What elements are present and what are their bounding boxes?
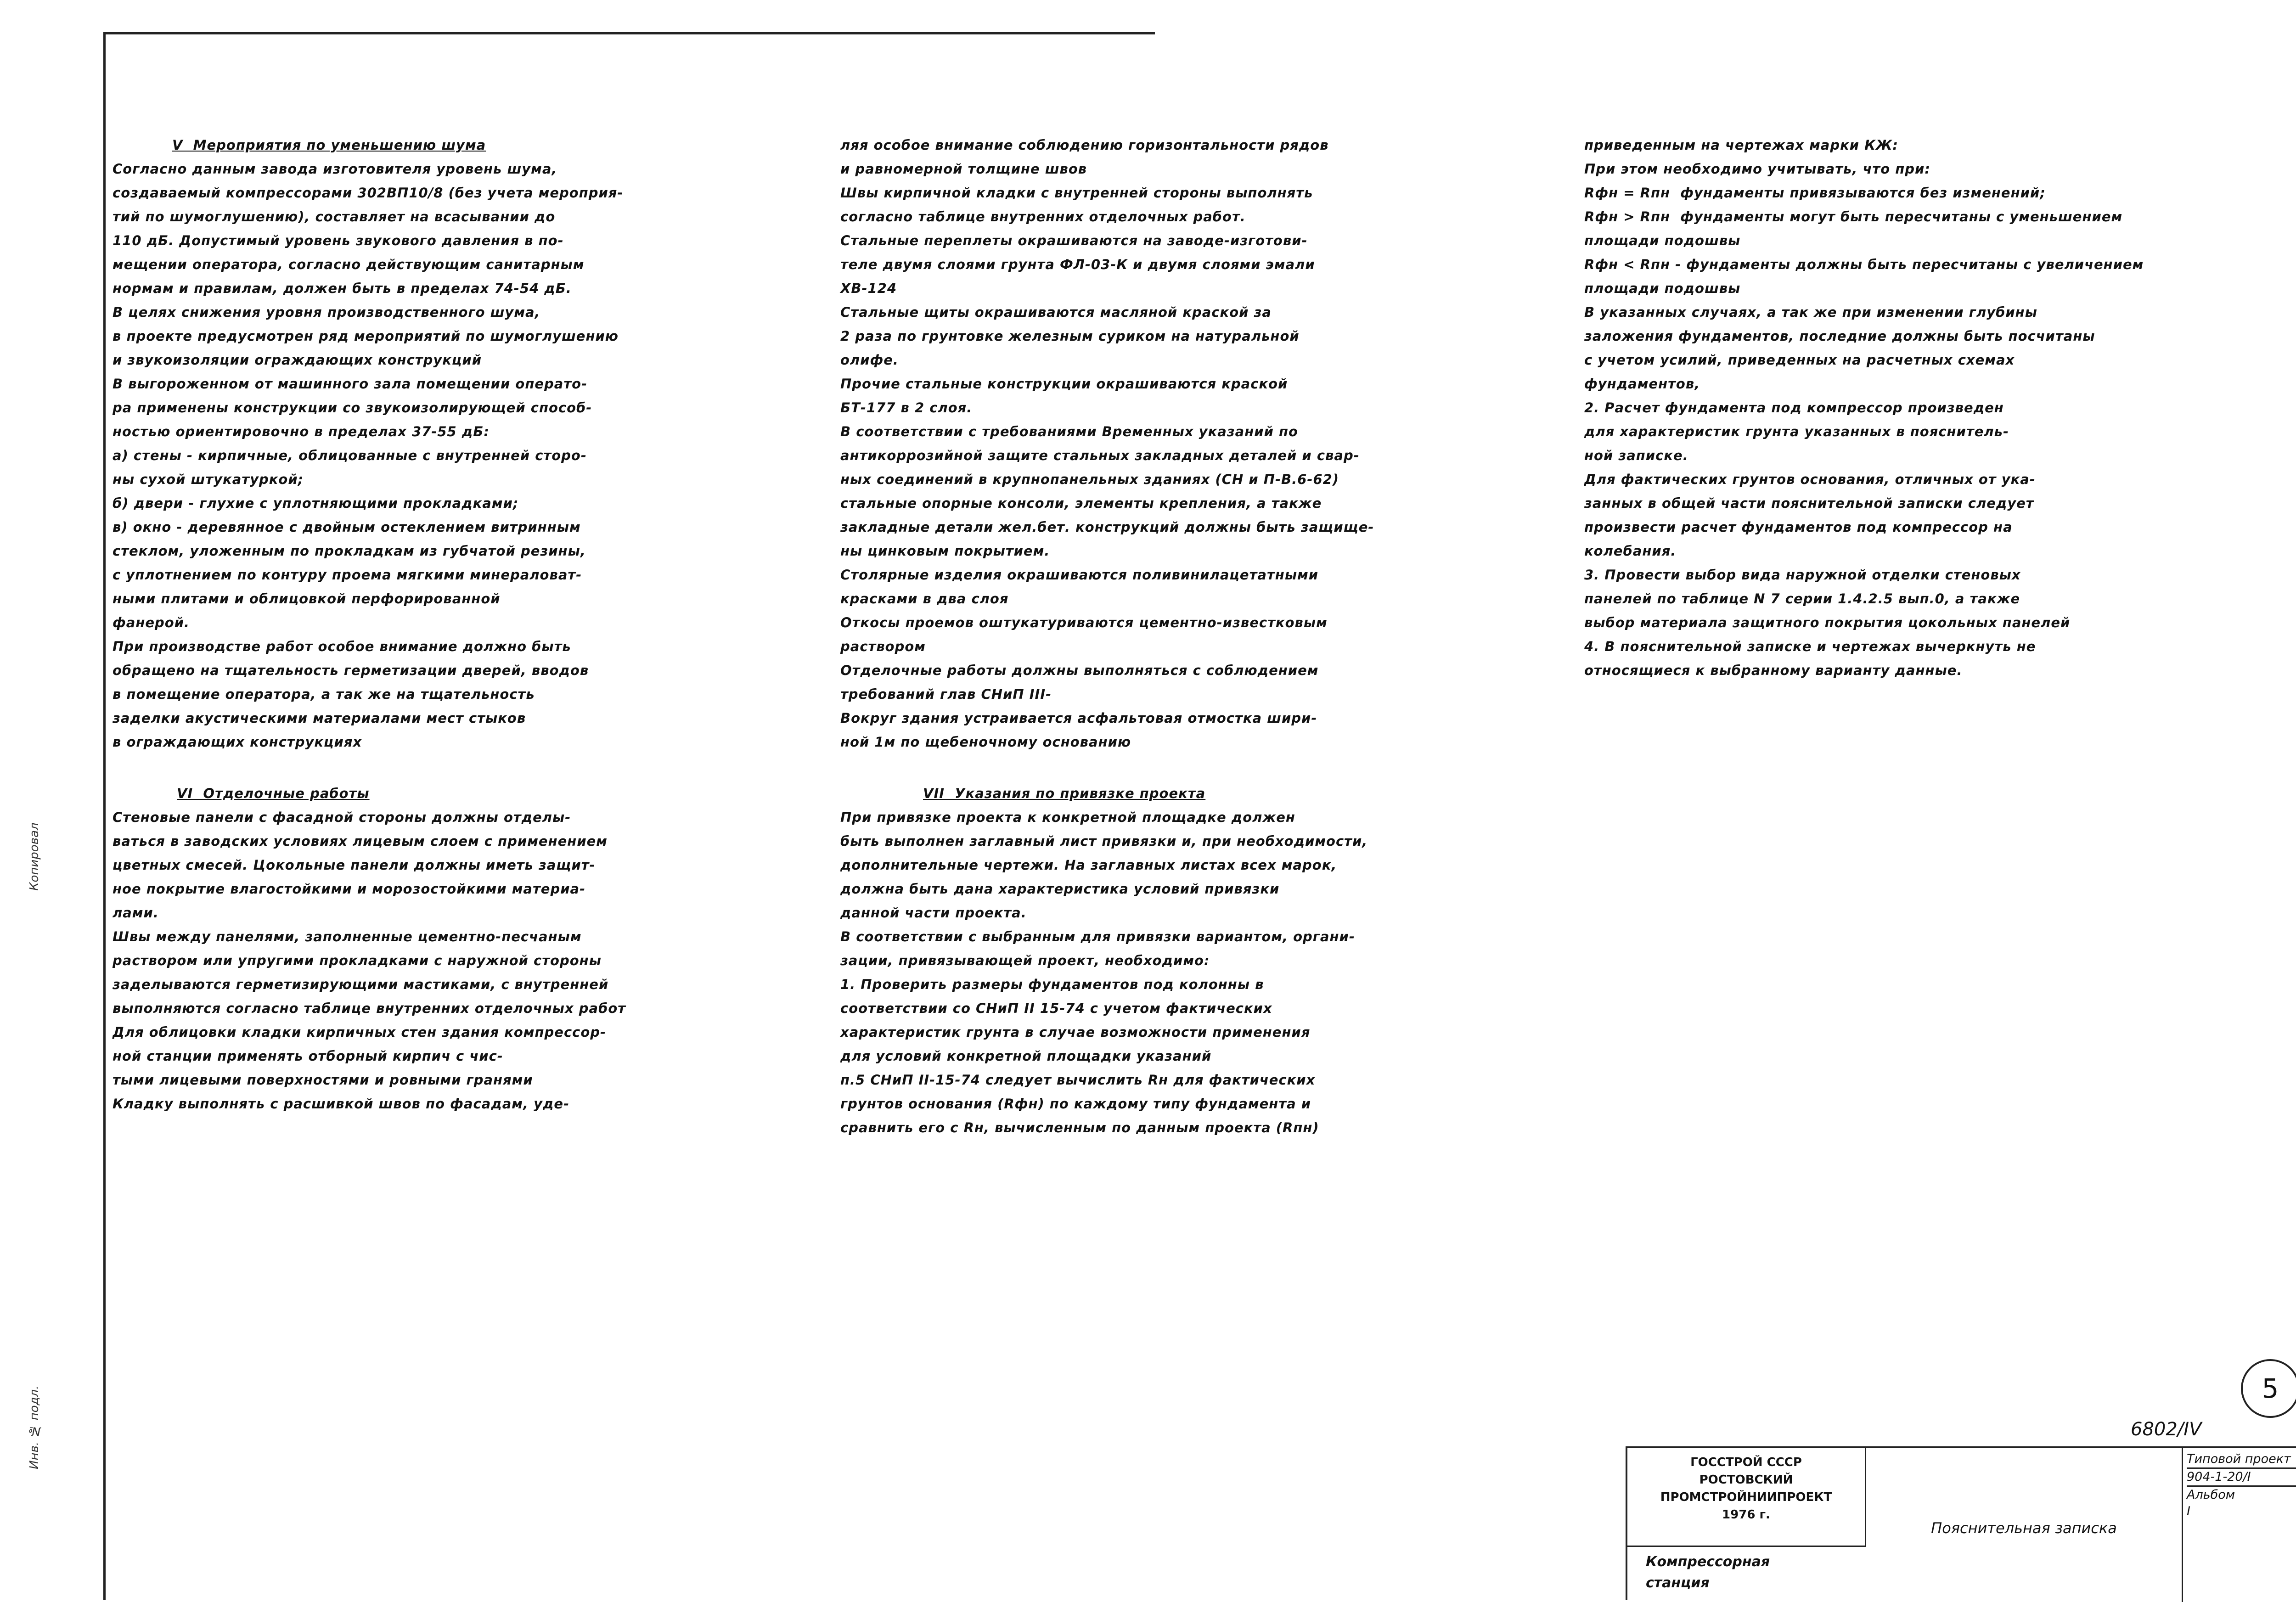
finishing-section-body xyxy=(113,805,838,1116)
binding-continued-body xyxy=(1584,133,2296,682)
text-line: сравнить его с Rн, вычисленным по данным проекта (Rпн) xyxy=(840,1120,1319,1135)
document-code: 6802/IV xyxy=(2131,1419,2202,1440)
text-line: п.5 СНиП II-15-74 следует вычислить Rн для фактических xyxy=(840,1072,1316,1088)
finishing-continued-body xyxy=(840,133,1566,754)
text-line: закладные детали жел.бет. конструкций должны быть защище- xyxy=(840,519,1374,535)
text-line: с уплотнением по контуру проема мягкими минераловат- xyxy=(113,567,582,583)
text-line: Швы кирпичной кладки с внутренней стороны выполнять xyxy=(840,185,1313,201)
stamp-series: 904-1-20/I xyxy=(2187,1469,2296,1487)
text-line: Rфн < Rпн - фундаменты должны быть пересчитаны с увеличением xyxy=(1584,257,2144,272)
text-line: При этом необходимо учитывать, что при: xyxy=(1584,161,1930,177)
text-line: Отделочные работы должны выполняться с соблюдением xyxy=(840,663,1319,678)
text-line: создаваемый компрессорами 302ВП10/8 (без учета мероприя- xyxy=(113,185,624,201)
text-line: ны цинковым покрытием. xyxy=(840,543,1050,559)
text-line: цветных смесей. Цокольные панели должны иметь защит- xyxy=(113,857,596,873)
text-line: ной станции применять отборный кирпич с чис- xyxy=(113,1048,503,1064)
text-line: теле двумя слоями грунта ФЛ-03-К и двумя слоями эмали xyxy=(840,257,1315,272)
text-line: стальные опорные консоли, элементы крепления, а также xyxy=(840,495,1322,511)
text-line: 4. В пояснительной записке и чертежах вычеркнуть не xyxy=(1584,639,2036,654)
text-line: Швы между панелями, заполненные цементно-песчаным xyxy=(113,929,582,944)
text-line: 110 дБ. Допустимый уровень звукового давления в по- xyxy=(113,233,564,248)
text-line: площади подошвы xyxy=(1584,281,1741,296)
text-line: мещении оператора, согласно действующим санитарным xyxy=(113,257,585,272)
text-line: олифе. xyxy=(840,352,899,368)
text-line: лами. xyxy=(113,905,159,921)
text-line: ны сухой штукатуркой; xyxy=(113,472,304,487)
text-column-2 xyxy=(840,133,1566,1140)
section-heading-finishing: VI Отделочные работы xyxy=(177,786,370,801)
text-line: колебания. xyxy=(1584,543,1677,559)
text-line: При производстве работ особое внимание должно быть xyxy=(113,639,571,654)
text-line: выполняются согласно таблице внутренних отделочных работ xyxy=(113,1001,626,1016)
stamp-series-block xyxy=(2183,1448,2296,1602)
text-line: ными плитами и облицовкой перфорированной xyxy=(113,591,501,607)
text-line: заложения фундаментов, последние должны быть посчитаны xyxy=(1584,328,2095,344)
text-line: раствором xyxy=(840,639,926,654)
text-line: должна быть дана характеристика условий привязки xyxy=(840,881,1280,897)
stamp-organization xyxy=(1627,1448,1866,1547)
text-line: антикоррозийной защите стальных закладных деталей и свар- xyxy=(840,448,1360,463)
text-line: заделки акустическими материалами мест стыков xyxy=(113,710,526,726)
text-line: фанерой. xyxy=(113,615,190,630)
text-line: красками в два слоя xyxy=(840,591,1009,607)
text-line: ХВ-124 xyxy=(840,281,897,296)
section-heading-binding: VII Указания по привязке проекта xyxy=(923,786,1206,801)
text-line: Согласно данным завода изготовителя уровень шума, xyxy=(113,161,557,177)
frame-left-line xyxy=(103,32,106,1600)
text-line: а) стены - кирпичные, облицованные с внутренней сторо- xyxy=(113,448,587,463)
text-line: ра применены конструкции со звукоизолирующей способ- xyxy=(113,400,592,416)
stamp-org-line: ГОССТРОЙ СССР xyxy=(1690,1456,1802,1469)
text-line: Для фактических грунтов основания, отличных от ука- xyxy=(1584,472,2036,487)
text-line: панелей по таблице N 7 серии 1.4.2.5 вып.0, а также xyxy=(1584,591,2020,607)
frame-top-line xyxy=(103,32,1155,34)
text-line: В соответствии с требованиями Временных указаний по xyxy=(840,424,1298,439)
text-line: Стальные переплеты окрашиваются на заводе-изготови- xyxy=(840,233,1308,248)
text-line: нормам и правилам, должен быть в пределах 74-54 дБ. xyxy=(113,281,572,296)
text-line: выбор материала защитного покрытия цокольных панелей xyxy=(1584,615,2071,630)
text-line: относящиеся к выбранному варианту данные. xyxy=(1584,663,1963,678)
binding-section-body xyxy=(840,805,1566,1140)
text-line: б) двери - глухие с уплотняющими прокладками; xyxy=(113,495,519,511)
text-line: Столярные изделия окрашиваются поливинилацетатными xyxy=(840,567,1319,583)
stamp-org-line: ПРОМСТРОЙНИИПРОЕКТ xyxy=(1660,1490,1832,1504)
text-line: в ограждающих конструкциях xyxy=(113,734,362,750)
text-line: 3. Провести выбор вида наружной отделки стеновых xyxy=(1584,567,2021,583)
text-line: 1. Проверить размеры фундаментов под колонны в xyxy=(840,977,1264,992)
text-line: требований глав СНиП III- xyxy=(840,686,1052,702)
text-line: приведенным на чертежах марки КЖ: xyxy=(1584,137,1898,153)
text-line: фундаментов, xyxy=(1584,376,1700,392)
stamp-org-line: РОСТОВСКИЙ xyxy=(1699,1473,1793,1487)
text-line: 2 раза по грунтовке железным суриком на натуральной xyxy=(840,328,1300,344)
section-heading-noise: V Мероприятия по уменьшению шума xyxy=(172,137,486,153)
text-line: в проекте предусмотрен ряд мероприятий по шумоглушению xyxy=(113,328,619,344)
text-line: В выгороженном от машинного зала помещении операто- xyxy=(113,376,588,392)
side-label-inventory: Инв. № подл. xyxy=(28,1385,41,1469)
text-line: БТ-177 в 2 слоя. xyxy=(840,400,973,416)
text-line: Прочие стальные конструкции окрашиваются краской xyxy=(840,376,1288,392)
text-line: в) окно - деревянное с двойным остеклением витринным xyxy=(113,519,581,535)
text-line: Откосы проемов оштукатуриваются цементно-известковым xyxy=(840,615,1328,630)
text-line: данной части проекта. xyxy=(840,905,1027,921)
text-line: В целях снижения уровня производственного шума, xyxy=(113,304,540,320)
text-column-3 xyxy=(1584,133,2296,682)
text-line: для условий конкретной площадки указаний xyxy=(840,1048,1212,1064)
stamp-object-line: Компрессорная xyxy=(1646,1554,1770,1570)
text-column-1 xyxy=(113,133,838,1116)
text-line: ной записке. xyxy=(1584,448,1688,463)
text-line: Стеновые панели с фасадной стороны должны отделы- xyxy=(113,809,571,825)
stamp-album-number: I xyxy=(2187,1504,2190,1518)
page-number-circle: 5 xyxy=(2241,1359,2296,1418)
text-line: В соответствии с выбранным для привязки вариантом, органи- xyxy=(840,929,1355,944)
text-line: грунтов основания (Rфн) по каждому типу фундамента и xyxy=(840,1096,1311,1112)
text-line: дополнительные чертежи. На заглавных листах всех марок, xyxy=(840,857,1337,873)
stamp-org-line: 1976 г. xyxy=(1722,1508,1770,1522)
text-line: Вокруг здания устраивается асфальтовая отмостка шири- xyxy=(840,710,1317,726)
text-line: В указанных случаях, а так же при изменении глубины xyxy=(1584,304,2037,320)
text-line: 2. Расчет фундамента под компрессор произведен xyxy=(1584,400,2004,416)
text-line: соответствии со СНиП II 15-74 с учетом фактических xyxy=(840,1001,1272,1016)
text-line: в помещение оператора, а так же на тщательность xyxy=(113,686,535,702)
text-line: согласно таблице внутренних отделочных работ. xyxy=(840,209,1246,225)
text-line: заделываются герметизирующими мастиками, с внутренней xyxy=(113,977,609,992)
text-line: ной 1м по щебеночному основанию xyxy=(840,734,1131,750)
text-line: ное покрытие влагостойкими и морозостойкими материа- xyxy=(113,881,586,897)
text-line: раствором или упругими прокладками с наружной стороны xyxy=(113,953,602,968)
text-line: Rфн = Rпн фундаменты привязываются без изменений; xyxy=(1584,185,2046,201)
text-line: Rфн > Rпн фундаменты могут быть пересчитаны с уменьшением xyxy=(1584,209,2123,225)
text-line: ваться в заводских условиях лицевым слоем с применением xyxy=(113,833,608,849)
text-line: тий по шумоглушению), составляет на всасывании до xyxy=(113,209,556,225)
stamp-object xyxy=(1627,1547,1866,1602)
text-line: ляя особое внимание соблюдению горизонтальности рядов xyxy=(840,137,1329,153)
text-line: произвести расчет фундаментов под компрессор на xyxy=(1584,519,2013,535)
text-line: для характеристик грунта указанных в пояснитель- xyxy=(1584,424,2009,439)
text-line: стеклом, уложенным по прокладкам из губчатой резины, xyxy=(113,543,586,559)
stamp-album-label: Альбом xyxy=(2187,1488,2235,1502)
text-line: быть выполнен заглавный лист привязки и, при необходимости, xyxy=(840,833,1368,849)
text-line: ностью ориентировочно в пределах 37-55 дБ: xyxy=(113,424,490,439)
text-line: занных в общей части пояснительной записки следует xyxy=(1584,495,2034,511)
stamp-series-label: Типовой проект xyxy=(2187,1451,2296,1469)
text-line: площади подошвы xyxy=(1584,233,1741,248)
stamp-title: Пояснительная записка xyxy=(1866,1448,2183,1602)
text-line: Кладку выполнять с расшивкой швов по фасадам, уде- xyxy=(113,1096,570,1112)
side-label-copied: Копировал xyxy=(28,822,41,891)
noise-section-body xyxy=(113,157,838,754)
text-line: Стальные щиты окрашиваются масляной краской за xyxy=(840,304,1272,320)
text-line: При привязке проекта к конкретной площадке должен xyxy=(840,809,1295,825)
text-line: характеристик грунта в случае возможности применения xyxy=(840,1024,1311,1040)
text-line: и равномерной толщине швов xyxy=(840,161,1087,177)
text-line: тыми лицевыми поверхностями и ровными гранями xyxy=(113,1072,533,1088)
stamp-object-line: станция xyxy=(1646,1575,1710,1591)
title-block xyxy=(1626,1446,2296,1600)
text-line: Для облицовки кладки кирпичных стен здания компрессор- xyxy=(113,1024,607,1040)
text-line: зации, привязывающей проект, необходимо: xyxy=(840,953,1210,968)
text-line: обращено на тщательность герметизации дверей, вводов xyxy=(113,663,589,678)
text-line: с учетом усилий, приведенных на расчетных схемах xyxy=(1584,352,2015,368)
text-line: ных соединений в крупнопанельных зданиях (СН и П-В.6-62) xyxy=(840,472,1339,487)
text-line: и звукоизоляции ограждающих конструкций xyxy=(113,352,482,368)
